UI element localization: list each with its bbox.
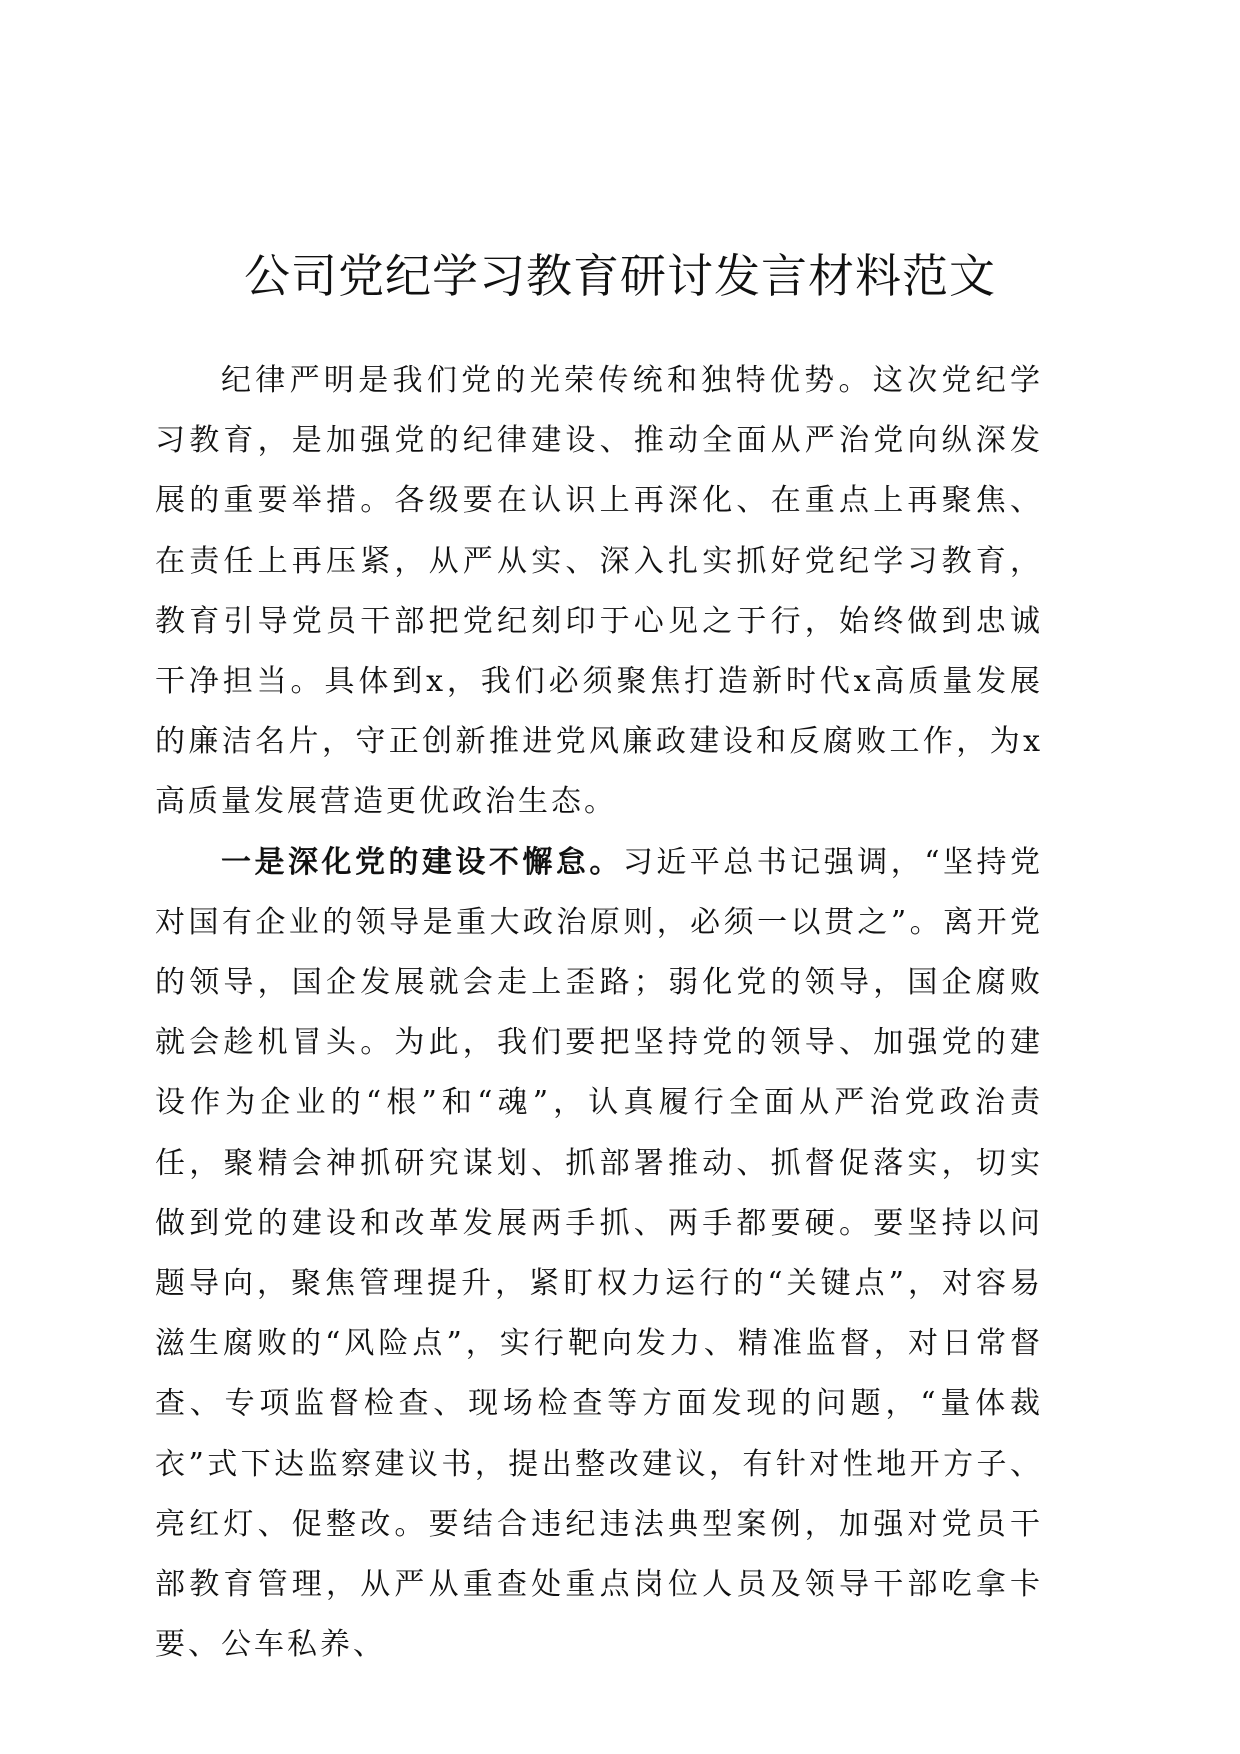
document-title: 公司党纪学习教育研讨发言材料范文 [244,249,996,303]
paragraph-intro-text: 纪律严明是我们党的光荣传统和独特优势。这次党纪学习教育，是加强党的纪律建设、推动全面从严治党向纵深发展的重要举措。各级要在认识上再深化、在重点上再聚焦、在责任上再压紧，从严从实、深入扎实抓好党纪学习教育，教育引导党员干部把党纪刻印于心见之于行，始终做到忠诚干净担当。具体到x，我们必须聚焦打造新时代x高质量发展的廉洁名片，守正创新推进党风廉政建设和反腐败工作，为x高质量发展营造更优政治生态。 [155,363,1043,820]
document-body [155,351,1043,1675]
paragraph-intro [155,351,1043,833]
paragraph-point-one-text: 习近平总书记强调，“坚持党对国有企业的领导是重大政治原则，必须一以贯之”。离开党的领导，国企发展就会走上歪路；弱化党的领导，国企腐败就会趁机冒头。为此，我们要把坚持党的领导、加强党的建设作为企业的“根”和“魂”，认真履行全面从严治党政治责任，聚精会神抓研究谋划、抓部署推动、抓督促落实，切实做到党的建设和改革发展两手抓、两手都要硬。要坚持以问题导向，聚焦管理提升，紧盯权力运行的“关键点”，对容易滋生腐败的“风险点”，实行靶向发力、精准监督，对日常督查、专项监督检查、现场检查等方面发现的问题，“量体裁衣”式下达监察建议书，提出整改建议，有针对性地开方子、亮红灯、促整改。要结合违纪违法典型案例，加强对党员干部教育管理，从严从重查处重点岗位人员及领导干部吃拿卡要、公车私养、 [155,844,1043,1663]
paragraph-point-one-heading: 一是深化党的建设不懈怠。 [221,844,623,880]
paragraph-point-one [155,833,1043,1676]
